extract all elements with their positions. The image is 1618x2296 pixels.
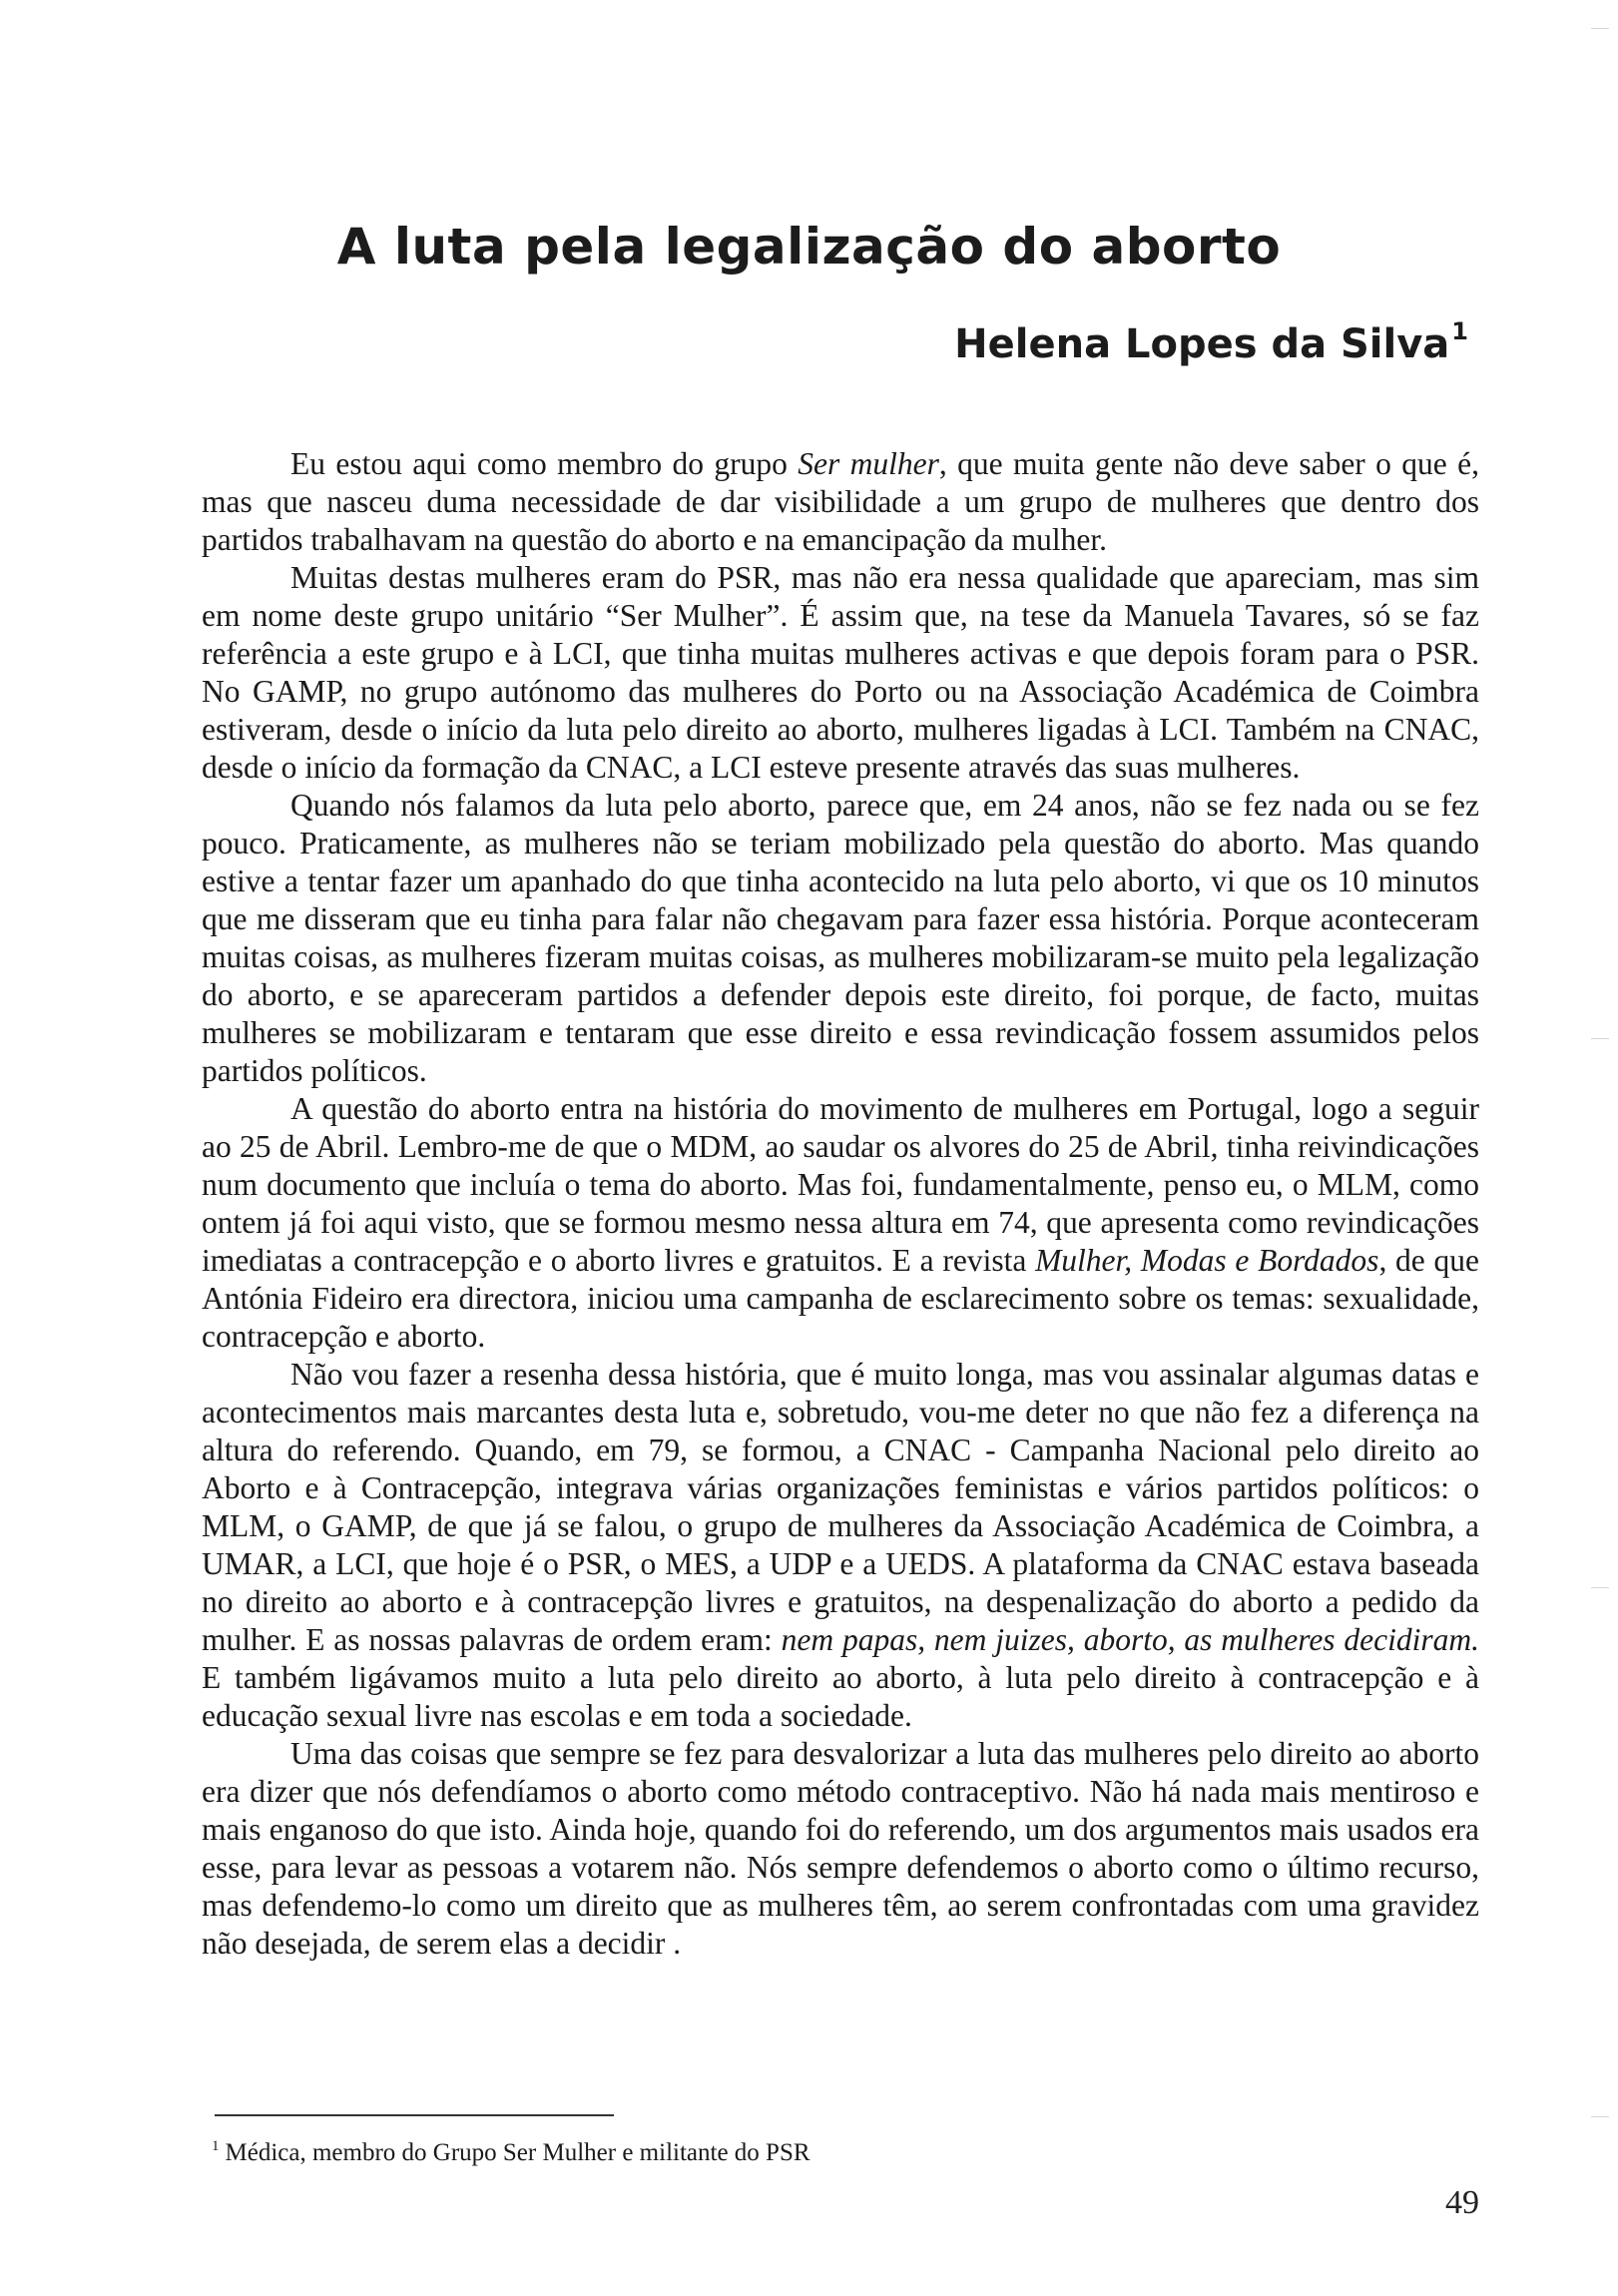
- body-paragraph: [202, 1090, 1479, 1356]
- footnote: [212, 2131, 810, 2168]
- footnote-divider: [215, 2114, 614, 2116]
- paragraph-text: E também ligávamos muito a luta pelo direito ao aborto, à luta pelo direito à contracepção e à educação sexual livre nas escolas e em toda a sociedade.: [202, 1660, 1479, 1733]
- paragraph-text: Uma das coisas que sempre se fez para desvalorizar a luta das mulheres pelo direito ao aborto era dizer que nós defendíamos o aborto como método contraceptivo. Não há nada mais mentiroso e mais enganoso do que isto. Ainda hoje, quando foi do referendo, um dos argumentos mais usados era esse, para levar as pessoas a votarem não. Nós sempre defendemos o aborto como o último recurso, mas defendemo-lo como um direito que as mulheres têm, ao serem confrontadas com uma gravidez não desejada, de serem elas a decidir .: [202, 1736, 1479, 1961]
- paragraph-text: Não vou fazer a resenha dessa história, que é muito longa, mas vou assinalar algumas datas e acontecimentos mais marcantes desta luta e, sobretudo, vou-me deter no que não fez a diferença na altura do referendo. Quando, em 79, se formou, a CNAC - Campanha Nacional pelo direito ao Aborto e à Contracepção, integrava várias organizações feministas e vários partidos políticos: o MLM, o GAMP, de que já se falou, o grupo de mulheres da Associação Académica de Coimbra, a UMAR, a LCI, que hoje é o PSR, o MES, a UDP e a UEDS. A plataforma da CNAC estava baseada no direito ao aborto e à contracepção livres e gratuitos, na despenalização do aborto a pedido da mulher. E as nossas palavras de ordem eram:: [202, 1357, 1479, 1657]
- paragraph-text: Muitas destas mulheres eram do PSR, mas não era nessa qualidade que apareciam, mas sim em nome deste grupo unitário “Ser Mulher”. É assim que, na tese da Manuela Tavares, só se faz referência a este grupo e à LCI, que tinha muitas mulheres activas e que depois foram para o PSR. No GAMP, no grupo autónomo das mulheres do Porto ou na Associação Académica de Coimbra estiveram, desde o início da luta pelo direito ao aborto, mulheres ligadas à LCI. Também na CNAC, desde o início da formação da CNAC, a LCI esteve presente através das suas mulheres.: [202, 560, 1479, 785]
- paragraph-text: Quando nós falamos da luta pelo aborto, parece que, em 24 anos, não se fez nada ou se fez pouco. Praticamente, as mulheres não se teriam mobilizado pela questão do aborto. Mas quando estive a tentar fazer um apanhado do que tinha acontecido na luta pelo aborto, vi que os 10 minutos que me disseram que eu tinha para falar não chegavam para fazer essa história. Porque aconteceram muitas coisas, as mulheres fizeram muitas coisas, as mulheres mobilizaram-se muito pela legalização do aborto, e se apareceram partidos a defender depois este direito, foi porque, de facto, muitas mulheres se mobilizaram e tentaram que esse direito e essa revindicação fossem assumidos pelos partidos políticos.: [202, 788, 1479, 1088]
- paragraph-text: Eu estou aqui como membro do grupo: [290, 446, 799, 481]
- author-name: Helena Lopes da Silva: [954, 321, 1450, 367]
- scan-edge-mark: [1591, 28, 1609, 29]
- body-paragraph: [202, 787, 1479, 1090]
- footnote-marker: 1: [212, 2138, 220, 2154]
- body-paragraph: [202, 1356, 1479, 1735]
- paragraph-text: , de que Antónia Fideiro era directora, iniciou uma campanha de esclarecimento sobre os temas: sexualidade, contracepção e aborto.: [202, 1243, 1480, 1354]
- article-author: [954, 317, 1468, 367]
- paragraph-text: A questão do aborto entra na história do movimento de mulheres em Portugal, logo a seguir ao 25 de Abril. Lembro-me de que o MDM, ao saudar os alvores do 25 de Abril, tinha reivindicações num documento que incluía o tema do aborto. Mas foi, fundamentalmente, penso eu, o MLM, como ontem já foi aqui visto, que se formou mesmo nessa altura em 74, que apresenta como revindicações imediatas a contracepção e o aborto livres e gratuitos. E a revista: [202, 1091, 1479, 1278]
- italic-text: Ser mulher: [798, 446, 939, 481]
- italic-text: Mulher, Modas e Bordados: [1035, 1243, 1379, 1278]
- body-paragraph: [202, 559, 1479, 787]
- page-number: 49: [1445, 2184, 1479, 2221]
- italic-text: nem papas, nem juizes, aborto, as mulheres decidiram.: [781, 1622, 1480, 1657]
- scan-edge-mark: [1591, 1587, 1609, 1588]
- footnote-text: Médica, membro do Grupo Ser Mulher e militante do PSR: [225, 2139, 810, 2166]
- article-title: A luta pela legalização do aborto: [336, 218, 1282, 276]
- scan-edge-mark: [1591, 2116, 1609, 2117]
- body-paragraph: [202, 445, 1479, 559]
- author-footnote-ref: 1: [1451, 317, 1468, 345]
- scan-edge-mark: [1591, 1038, 1609, 1039]
- body-paragraph: [202, 1735, 1479, 1963]
- paragraph-text: , que muita gente não deve saber o que é, mas que nasceu duma necessidade de dar visibilidade a um grupo de mulheres que dentro dos partidos trabalhavam na questão do aborto e na emancipação da mulher.: [202, 446, 1479, 557]
- article-body: [202, 445, 1479, 1963]
